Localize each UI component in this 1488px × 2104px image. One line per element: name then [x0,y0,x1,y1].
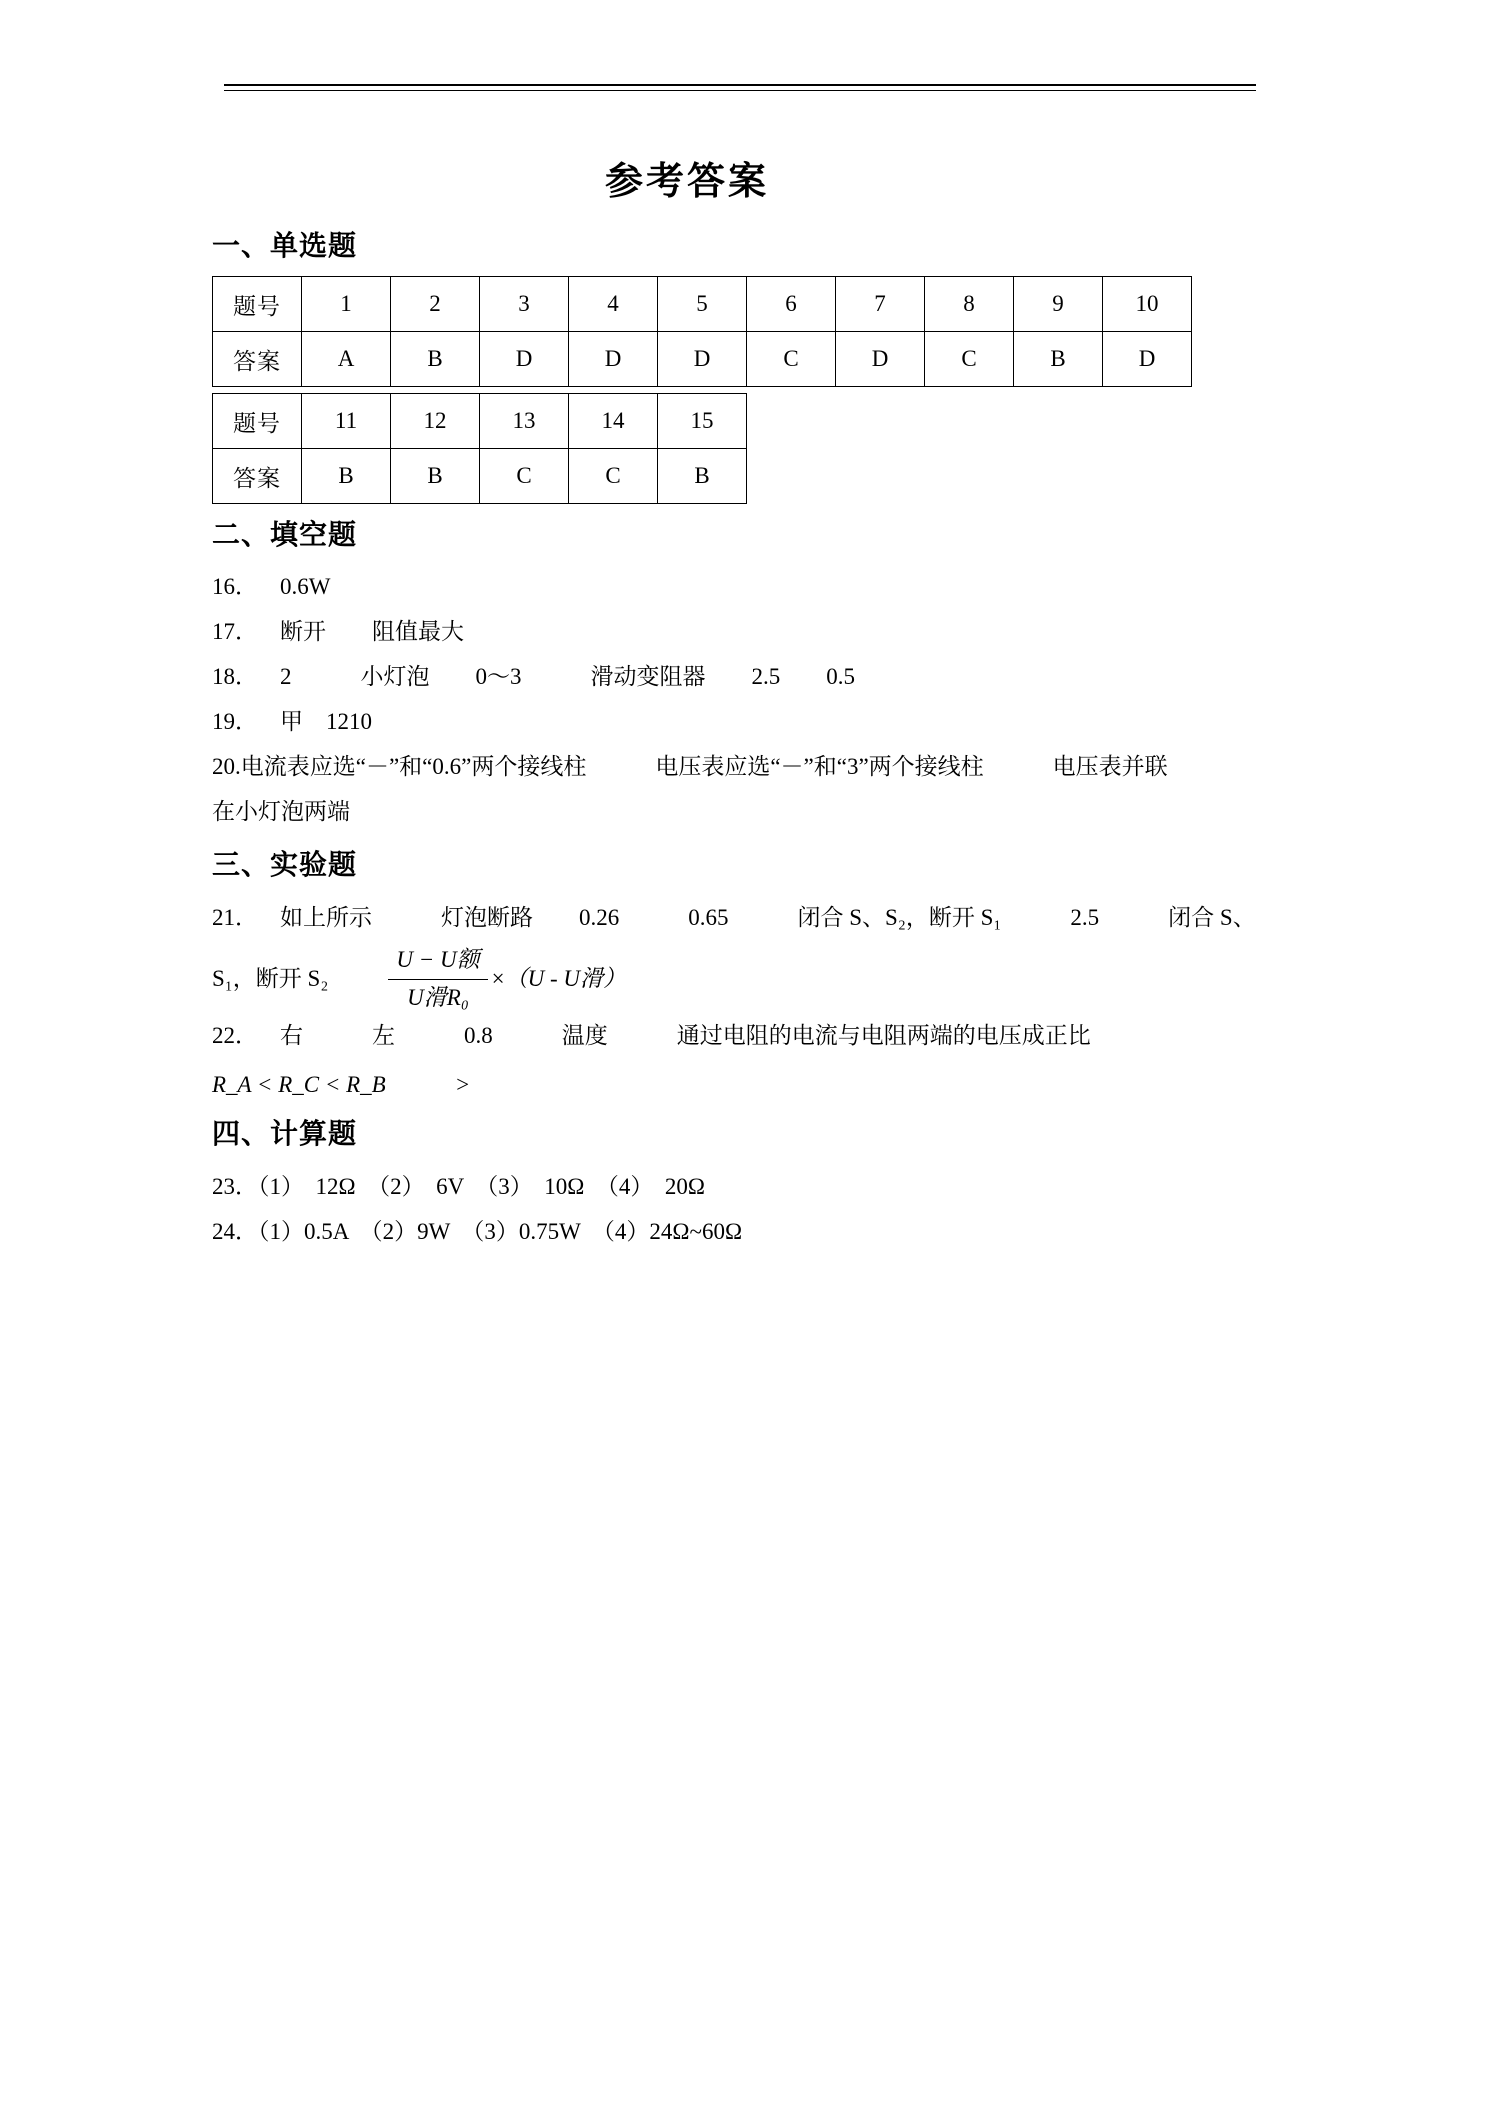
answer-item-22 [212,1014,1312,1059]
table-cell-answer: C [925,332,1014,387]
item-text-19: 甲 1210 [280,708,372,734]
table-cell-answer: A [302,332,391,387]
table-cell-answer: D [480,332,569,387]
fraction-numerator: U − U额 [388,944,487,979]
item-number-17: 17． [212,619,258,645]
table-cell-answer: D [658,332,747,387]
item-21-line2-prefix: S₁，断开 S₂ [212,966,329,992]
section-heading-single-choice: 一、单选题 [212,231,358,262]
section-heading-experiment: 三、实验题 [212,850,358,882]
answer-item-18 [212,655,1312,700]
section-heading-fill-blank: 二、填空题 [212,520,358,552]
table-cell-answer: B [391,332,480,387]
table-cell-qnum: 11 [302,394,391,449]
table-cell-qnum: 3 [480,277,569,332]
formula-trailing-term: （U - U滑） [504,966,626,992]
answer-item-20 [212,745,1312,790]
item-text-23: （1） 12Ω （2） 6V （3） 10Ω （4） 20Ω [258,1173,705,1199]
answer-item-19 [212,700,1312,745]
item-number-16: 16． [212,574,258,600]
table-row-answers [213,449,747,504]
item-text-17: 断开 阻值最大 [280,619,464,645]
item-number-21: 21． [212,904,258,930]
item-number-18: 18． [212,664,258,690]
page-title: 参考答案 [604,161,769,203]
table-cell-qnum: 8 [925,277,1014,332]
table-cell-answer: B [658,449,747,504]
answer-item-16 [212,565,1312,610]
item-text-21: 如上所示 灯泡断路 0.26 0.65 闭合 S、S₂，断开 S₁ 2.5 闭合 S、 [280,904,1256,930]
answer-item-17 [212,610,1312,655]
table-cell-qnum: 5 [658,277,747,332]
table-row-question-numbers [213,277,1192,332]
row-label-answer: 答案 [213,449,302,504]
answer-item-21-formula-row [212,944,1312,1013]
table-row-question-numbers [213,394,747,449]
row-label-answer: 答案 [213,332,302,387]
table-cell-qnum: 4 [569,277,658,332]
table-cell-qnum: 13 [480,394,569,449]
answer-item-23 [212,1165,1312,1210]
multiplication-operator: × [491,966,505,992]
table-cell-answer: D [836,332,925,387]
answer-item-22-resistance-order: R_A < R_C < R_B > [212,1071,471,1097]
table-cell-answer: D [569,332,658,387]
fraction-expression [388,944,487,1013]
item-text-18: 2 小灯泡 0～3 滑动变阻器 2.5 0.5 [280,664,855,690]
row-label-question-number: 题号 [213,394,302,449]
table-cell-answer: B [302,449,391,504]
item-number-20: 20. [212,753,241,779]
item-text-16: 0.6W [280,574,331,600]
table-cell-answer: C [569,449,658,504]
section-heading-calculation: 四、计算题 [212,1119,358,1151]
table-cell-qnum: 2 [391,277,480,332]
header-divider-rule [224,84,1256,91]
document-content [212,150,1312,1254]
table-row-answers [213,332,1192,387]
answer-item-24 [212,1210,1312,1255]
item-text-24: （1）0.5A （2）9W （3）0.75W （4）24Ω~60Ω [258,1218,743,1244]
table-cell-qnum: 7 [836,277,925,332]
table-cell-answer: B [391,449,480,504]
table-cell-qnum: 1 [302,277,391,332]
table-cell-qnum: 6 [747,277,836,332]
answer-item-20-continuation: 在小灯泡两端 [212,798,350,824]
row-label-question-number: 题号 [213,277,302,332]
item-number-23: 23． [212,1173,258,1199]
table-cell-answer: C [480,449,569,504]
table-cell-qnum: 9 [1014,277,1103,332]
item-number-22: 22． [212,1022,258,1048]
item-number-19: 19． [212,708,258,734]
table-cell-answer: C [747,332,836,387]
table-cell-qnum: 14 [569,394,658,449]
table-cell-qnum: 12 [391,394,480,449]
fraction-denominator: U滑R₀ [407,984,469,1010]
answer-item-21 [212,896,1312,941]
item-number-24: 24． [212,1218,258,1244]
choice-answer-table-2 [212,393,747,504]
item-text-22: 右 左 0.8 温度 通过电阻的电流与电阻两端的电压成正比 [280,1022,1091,1048]
table-cell-answer: B [1014,332,1103,387]
table-cell-qnum: 15 [658,394,747,449]
table-cell-answer: D [1103,332,1192,387]
item-text-20: 电流表应选“－”和“0.6”两个接线柱 电压表应选“－”和“3”两个接线柱 电压表并联 [240,753,1168,779]
table-cell-qnum: 10 [1103,277,1192,332]
choice-answer-table-1 [212,276,1192,387]
